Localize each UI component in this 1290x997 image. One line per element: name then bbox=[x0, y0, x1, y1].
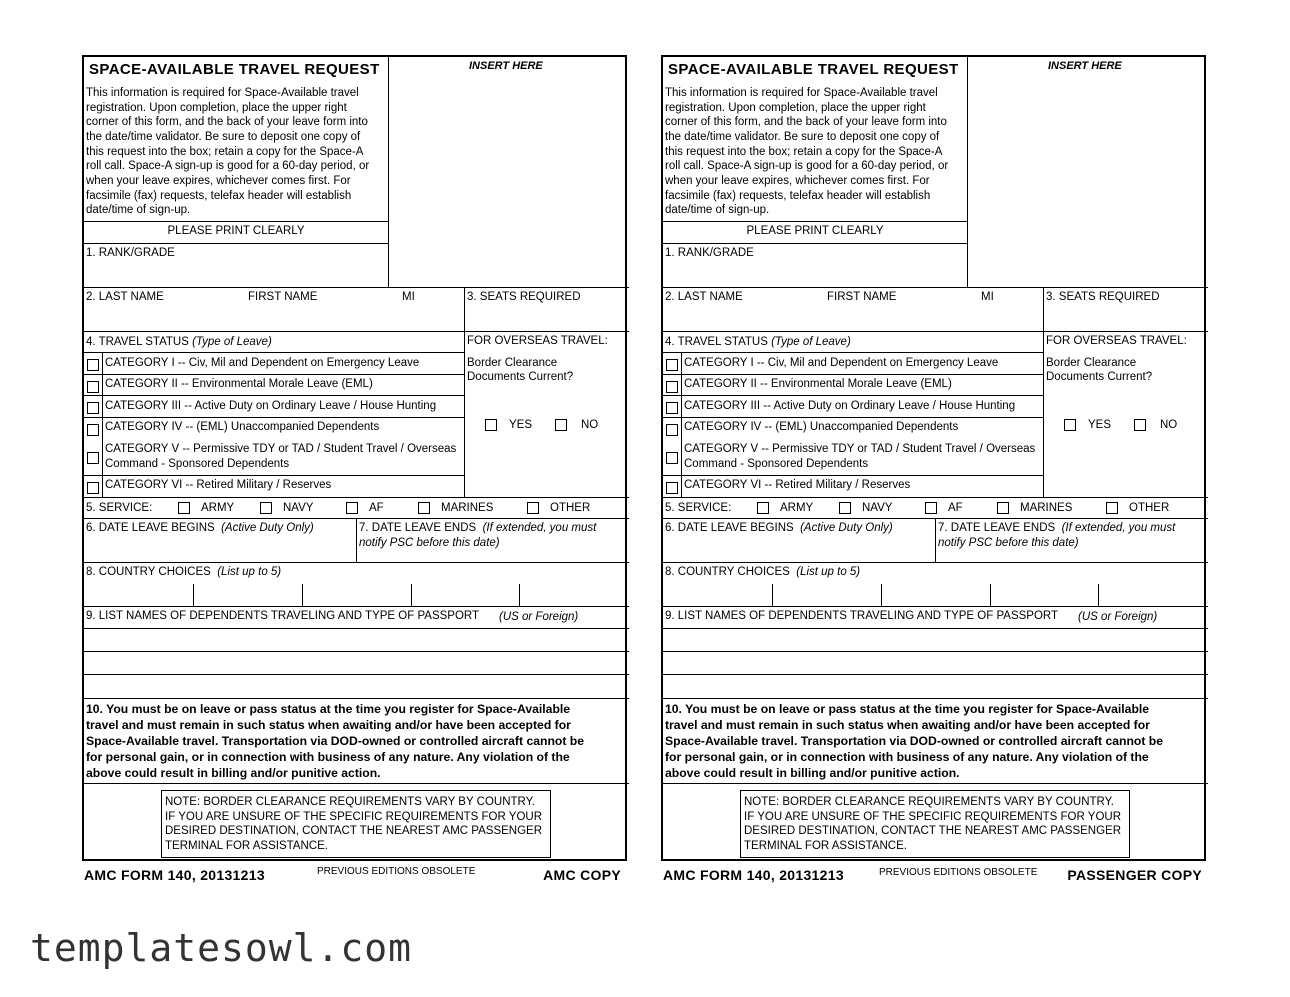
dependent-row-field[interactable] bbox=[663, 652, 1208, 674]
category-5-label-cont: Command - Sponsored Dependents bbox=[105, 458, 290, 470]
country-choice-4-field[interactable] bbox=[991, 584, 1098, 606]
divider bbox=[84, 243, 388, 244]
date-ends-text: 7. DATE LEAVE ENDS bbox=[359, 522, 477, 534]
country-choice-2-field[interactable] bbox=[194, 584, 302, 606]
category-2-checkbox[interactable] bbox=[666, 381, 678, 393]
travel-status-label bbox=[86, 335, 272, 350]
category-6-checkbox[interactable] bbox=[87, 482, 99, 494]
form-title: SPACE-AVAILABLE TRAVEL REQUEST bbox=[668, 61, 959, 78]
note-line: DESIRED DESTINATION, CONTACT THE NEAREST AMC PASSENGER bbox=[744, 825, 1122, 838]
note-line: NOTE: BORDER CLEARANCE REQUIREMENTS VARY BY COUNTRY. bbox=[165, 796, 535, 808]
insert-here-area[interactable] bbox=[968, 71, 1208, 287]
category-4-label: CATEGORY IV -- (EML) Unaccompanied Dependents bbox=[105, 421, 380, 433]
army-checkbox[interactable] bbox=[757, 502, 769, 514]
yes-label: YES bbox=[509, 419, 533, 431]
no-label: NO bbox=[581, 419, 599, 431]
other-checkbox[interactable] bbox=[1106, 502, 1118, 514]
divider bbox=[84, 374, 464, 375]
divider bbox=[84, 475, 464, 476]
border-clearance-note bbox=[161, 790, 551, 858]
seats-required-label: 3. SEATS REQUIRED bbox=[467, 291, 581, 303]
dependent-row-field[interactable] bbox=[84, 675, 629, 698]
category-1-checkbox[interactable] bbox=[666, 359, 678, 371]
category-1-label: CATEGORY I -- Civ, Mil and Dependent on Emergency Leave bbox=[684, 357, 999, 369]
instructions-line: facsimile (fax) requests, telefax header will establish bbox=[86, 190, 352, 202]
marines-checkbox[interactable] bbox=[997, 502, 1009, 514]
instructions-line: the date/time validator. Be sure to deposit one copy of bbox=[665, 131, 940, 143]
other-checkbox[interactable] bbox=[527, 502, 539, 514]
category-4-checkbox[interactable] bbox=[666, 424, 678, 436]
statement-line: for personal gain, or in connection with business of any nature. Any violation of the bbox=[86, 750, 570, 764]
date-ends-label bbox=[359, 521, 596, 536]
rank-grade-label: 1. RANK/GRADE bbox=[665, 247, 754, 259]
instructions-line: when your leave expires, whichever comes first. For bbox=[86, 175, 351, 187]
yes-checkbox[interactable] bbox=[1064, 419, 1076, 431]
date-ends-note: (If extended, you must bbox=[482, 522, 597, 534]
last-name-label: 2. LAST NAME bbox=[86, 291, 164, 303]
category-3-checkbox[interactable] bbox=[87, 402, 99, 414]
dependents-label: 9. LIST NAMES OF DEPENDENTS TRAVELING AND TYPE OF PASSPORT bbox=[86, 610, 480, 622]
instructions-line: date/time of sign-up. bbox=[665, 204, 770, 216]
divider bbox=[84, 698, 629, 699]
country-choice-1-field[interactable] bbox=[663, 584, 772, 606]
army-label: ARMY bbox=[201, 502, 235, 514]
travel-status-text: 4. TRAVEL STATUS bbox=[665, 336, 768, 348]
category-2-label: CATEGORY II -- Environmental Morale Leave (EML) bbox=[684, 378, 952, 390]
marines-label: MARINES bbox=[1020, 502, 1073, 514]
instructions-line: the date/time validator. Be sure to deposit one copy of bbox=[86, 131, 361, 143]
country-choice-1-field[interactable] bbox=[84, 584, 193, 606]
travel-status-note: (Type of Leave) bbox=[192, 336, 272, 348]
instructions-line: corner of this form, and the back of your leave form into bbox=[86, 116, 368, 128]
print-clearly-label: PLEASE PRINT CLEARLY bbox=[167, 225, 305, 237]
divider bbox=[84, 221, 388, 222]
category-5-label-cont: Command - Sponsored Dependents bbox=[684, 458, 869, 470]
af-label: AF bbox=[369, 502, 384, 514]
country-choices-note: (List up to 5) bbox=[796, 566, 861, 578]
statement-line: above could result in billing and/or punitive action. bbox=[665, 766, 960, 780]
dependents-note: (US or Foreign) bbox=[499, 611, 579, 623]
previous-editions: PREVIOUS EDITIONS OBSOLETE bbox=[879, 867, 1038, 878]
statement-line: travel and must remain in such status when awaiting and/or have been accepted for bbox=[86, 718, 571, 732]
divider bbox=[663, 606, 1208, 607]
dependent-row-field[interactable] bbox=[663, 675, 1208, 698]
insert-here-label: INSERT HERE bbox=[469, 60, 543, 72]
category-2-checkbox[interactable] bbox=[87, 381, 99, 393]
category-5-label: CATEGORY V -- Permissive TDY or TAD / Student Travel / Overseas bbox=[105, 443, 457, 455]
category-5-checkbox[interactable] bbox=[87, 452, 99, 464]
divider bbox=[663, 783, 1208, 784]
category-4-checkbox[interactable] bbox=[87, 424, 99, 436]
border-clearance-label: Border Clearance bbox=[467, 357, 558, 369]
country-choice-5-field[interactable] bbox=[1099, 584, 1208, 606]
instructions-line: This information is required for Space-Available travel bbox=[86, 87, 359, 99]
other-label: OTHER bbox=[1129, 502, 1170, 514]
country-choice-5-field[interactable] bbox=[520, 584, 629, 606]
divider bbox=[663, 497, 1208, 498]
divider bbox=[663, 287, 1208, 288]
date-begins-text: 6. DATE LEAVE BEGINS bbox=[665, 522, 794, 534]
statement-line: Space-Available travel. Transportation via DOD-owned or controlled aircraft cannot be bbox=[665, 734, 1163, 748]
first-name-label: FIRST NAME bbox=[248, 291, 318, 303]
watermark: templatesowl.com bbox=[30, 926, 413, 970]
country-choices-text: 8. COUNTRY CHOICES bbox=[665, 566, 790, 578]
previous-editions: PREVIOUS EDITIONS OBSOLETE bbox=[317, 866, 476, 877]
service-label: 5. SERVICE: bbox=[86, 502, 153, 514]
service-label: 5. SERVICE: bbox=[665, 502, 732, 514]
travel-status-text: 4. TRAVEL STATUS bbox=[86, 336, 189, 348]
travel-status-note: (Type of Leave) bbox=[771, 336, 851, 348]
instructions-line: this request into the box; retain a copy for the Space-A bbox=[86, 146, 364, 158]
date-ends-note: (If extended, you must bbox=[1061, 522, 1176, 534]
seats-required-label: 3. SEATS REQUIRED bbox=[1046, 291, 1160, 303]
statement-line: Space-Available travel. Transportation via DOD-owned or controlled aircraft cannot be bbox=[86, 734, 584, 748]
border-clearance-label: Documents Current? bbox=[467, 371, 574, 383]
country-choice-3-field[interactable] bbox=[303, 584, 411, 606]
name-field[interactable] bbox=[663, 306, 1043, 331]
country-choices-note: (List up to 5) bbox=[217, 566, 282, 578]
divider bbox=[84, 783, 629, 784]
no-checkbox[interactable] bbox=[555, 419, 567, 431]
note-line: TERMINAL FOR ASSISTANCE. bbox=[744, 839, 907, 852]
seats-required-field[interactable] bbox=[1044, 306, 1208, 331]
divider bbox=[84, 562, 629, 563]
form-footer bbox=[82, 866, 627, 886]
travel-status-label bbox=[665, 335, 851, 350]
form-number: AMC FORM 140, 20131213 bbox=[84, 867, 265, 883]
copy-label: PASSENGER COPY bbox=[1067, 867, 1202, 883]
divider bbox=[663, 374, 1043, 375]
insert-here-label: INSERT HERE bbox=[1048, 60, 1122, 72]
country-choice-2-field[interactable] bbox=[773, 584, 881, 606]
dependent-row-field[interactable] bbox=[663, 629, 1208, 651]
divider bbox=[663, 562, 1208, 563]
category-5-label: CATEGORY V -- Permissive TDY or TAD / Student Travel / Overseas bbox=[684, 443, 1036, 455]
rank-grade-label: 1. RANK/GRADE bbox=[86, 247, 175, 259]
instructions-line: date/time of sign-up. bbox=[86, 204, 191, 216]
divider bbox=[681, 352, 682, 497]
divider bbox=[663, 395, 1043, 396]
date-begins-note: (Active Duty Only) bbox=[221, 522, 314, 534]
marines-label: MARINES bbox=[441, 502, 494, 514]
divider bbox=[84, 331, 629, 332]
divider bbox=[663, 221, 967, 222]
date-begins-text: 6. DATE LEAVE BEGINS bbox=[86, 522, 215, 534]
divider bbox=[84, 395, 464, 396]
rank-grade-field[interactable] bbox=[663, 261, 967, 287]
date-ends-note-cont: notify PSC before this date) bbox=[938, 537, 1079, 549]
divider bbox=[84, 606, 629, 607]
statement-line: 10. You must be on leave or pass status at the time you register for Space-Available bbox=[665, 702, 1150, 716]
mi-label: MI bbox=[402, 291, 415, 303]
border-clearance-label: Border Clearance bbox=[1046, 357, 1137, 369]
instructions-line: when your leave expires, whichever comes first. For bbox=[665, 175, 930, 187]
date-begins-label bbox=[665, 521, 893, 536]
overseas-label: FOR OVERSEAS TRAVEL: bbox=[467, 335, 608, 347]
divider bbox=[84, 497, 629, 498]
category-3-checkbox[interactable] bbox=[666, 402, 678, 414]
form-number: AMC FORM 140, 20131213 bbox=[663, 867, 844, 883]
instructions-line: this request into the box; retain a copy for the Space-A bbox=[665, 146, 943, 158]
note-line: IF YOU ARE UNSURE OF THE SPECIFIC REQUIREMENTS FOR YOUR bbox=[165, 810, 542, 823]
date-begins-field[interactable] bbox=[84, 537, 356, 562]
last-name-label: 2. LAST NAME bbox=[665, 291, 743, 303]
instructions-line: registration. Upon completion, place the upper right bbox=[665, 102, 926, 114]
country-choices-label bbox=[86, 565, 281, 580]
navy-checkbox[interactable] bbox=[839, 502, 851, 514]
divider bbox=[663, 243, 967, 244]
statement-line: 10. You must be on leave or pass status at the time you register for Space-Available bbox=[86, 702, 571, 716]
no-label: NO bbox=[1160, 419, 1178, 431]
note-line: IF YOU ARE UNSURE OF THE SPECIFIC REQUIREMENTS FOR YOUR bbox=[744, 810, 1121, 823]
af-checkbox[interactable] bbox=[925, 502, 937, 514]
overseas-label: FOR OVERSEAS TRAVEL: bbox=[1046, 335, 1187, 347]
form-title: SPACE-AVAILABLE TRAVEL REQUEST bbox=[89, 61, 380, 78]
country-choices-text: 8. COUNTRY CHOICES bbox=[86, 566, 211, 578]
date-ends-note-cont: notify PSC before this date) bbox=[359, 537, 500, 549]
category-1-label: CATEGORY I -- Civ, Mil and Dependent on Emergency Leave bbox=[105, 357, 420, 369]
category-1-checkbox[interactable] bbox=[87, 359, 99, 371]
dependent-row-field[interactable] bbox=[84, 652, 629, 674]
seats-required-field[interactable] bbox=[465, 306, 629, 331]
marines-checkbox[interactable] bbox=[418, 502, 430, 514]
form-footer bbox=[661, 866, 1206, 886]
dependent-row-field[interactable] bbox=[84, 629, 629, 651]
date-begins-note: (Active Duty Only) bbox=[800, 522, 893, 534]
country-choice-4-field[interactable] bbox=[412, 584, 519, 606]
army-checkbox[interactable] bbox=[178, 502, 190, 514]
date-ends-label bbox=[938, 521, 1175, 536]
border-clearance-label: Documents Current? bbox=[1046, 371, 1153, 383]
divider bbox=[102, 352, 103, 497]
date-ends-field[interactable] bbox=[357, 551, 629, 562]
insert-here-area[interactable] bbox=[389, 71, 629, 287]
af-label: AF bbox=[948, 502, 963, 514]
date-begins-label bbox=[86, 521, 314, 536]
first-name-label: FIRST NAME bbox=[827, 291, 897, 303]
divider bbox=[663, 698, 1208, 699]
amc-copy-form bbox=[82, 55, 627, 861]
mi-label: MI bbox=[981, 291, 994, 303]
category-3-label: CATEGORY III -- Active Duty on Ordinary Leave / House Hunting bbox=[105, 400, 437, 412]
instructions-line: roll call. Space-A sign-up is good for a 60-day period, or bbox=[86, 160, 370, 172]
dependents-label: 9. LIST NAMES OF DEPENDENTS TRAVELING AND TYPE OF PASSPORT bbox=[665, 610, 1059, 622]
instructions-line: roll call. Space-A sign-up is good for a 60-day period, or bbox=[665, 160, 949, 172]
divider bbox=[663, 475, 1043, 476]
navy-checkbox[interactable] bbox=[260, 502, 272, 514]
no-checkbox[interactable] bbox=[1134, 419, 1146, 431]
navy-label: NAVY bbox=[283, 502, 314, 514]
passenger-copy-form bbox=[661, 55, 1206, 861]
statement-line: above could result in billing and/or punitive action. bbox=[86, 766, 381, 780]
instructions-line: This information is required for Space-Available travel bbox=[665, 87, 938, 99]
category-3-label: CATEGORY III -- Active Duty on Ordinary Leave / House Hunting bbox=[684, 400, 1016, 412]
border-clearance-note bbox=[740, 790, 1130, 858]
category-2-label: CATEGORY II -- Environmental Morale Leave (EML) bbox=[105, 378, 373, 390]
print-clearly-label: PLEASE PRINT CLEARLY bbox=[746, 225, 884, 237]
date-ends-text: 7. DATE LEAVE ENDS bbox=[938, 522, 1056, 534]
divider bbox=[84, 417, 464, 418]
army-label: ARMY bbox=[780, 502, 814, 514]
instructions-line: corner of this form, and the back of your leave form into bbox=[665, 116, 947, 128]
divider bbox=[84, 352, 464, 353]
country-choice-3-field[interactable] bbox=[882, 584, 990, 606]
statement-line: for personal gain, or in connection with business of any nature. Any violation of the bbox=[665, 750, 1149, 764]
date-ends-field[interactable] bbox=[936, 551, 1208, 562]
instructions-line: facsimile (fax) requests, telefax header will establish bbox=[665, 190, 931, 202]
divider bbox=[663, 352, 1043, 353]
name-field[interactable] bbox=[84, 306, 464, 331]
copy-label: AMC COPY bbox=[543, 867, 621, 883]
dependents-note: (US or Foreign) bbox=[1078, 611, 1158, 623]
category-4-label: CATEGORY IV -- (EML) Unaccompanied Dependents bbox=[684, 421, 959, 433]
other-label: OTHER bbox=[550, 502, 591, 514]
navy-label: NAVY bbox=[862, 502, 893, 514]
note-line: NOTE: BORDER CLEARANCE REQUIREMENTS VARY BY COUNTRY. bbox=[744, 796, 1114, 808]
rank-grade-field[interactable] bbox=[84, 261, 388, 287]
note-line: TERMINAL FOR ASSISTANCE. bbox=[165, 839, 328, 852]
category-6-checkbox[interactable] bbox=[666, 482, 678, 494]
category-5-checkbox[interactable] bbox=[666, 452, 678, 464]
divider bbox=[663, 331, 1208, 332]
category-6-label: CATEGORY VI -- Retired Military / Reserves bbox=[105, 479, 332, 491]
country-choices-label bbox=[665, 565, 860, 580]
instructions-line: registration. Upon completion, place the upper right bbox=[86, 102, 347, 114]
divider bbox=[663, 417, 1043, 418]
category-6-label: CATEGORY VI -- Retired Military / Reserves bbox=[684, 479, 911, 491]
yes-label: YES bbox=[1088, 419, 1112, 431]
yes-checkbox[interactable] bbox=[485, 419, 497, 431]
date-begins-field[interactable] bbox=[663, 537, 935, 562]
note-line: DESIRED DESTINATION, CONTACT THE NEAREST AMC PASSENGER bbox=[165, 825, 543, 838]
divider bbox=[84, 287, 629, 288]
af-checkbox[interactable] bbox=[346, 502, 358, 514]
statement-line: travel and must remain in such status when awaiting and/or have been accepted for bbox=[665, 718, 1150, 732]
